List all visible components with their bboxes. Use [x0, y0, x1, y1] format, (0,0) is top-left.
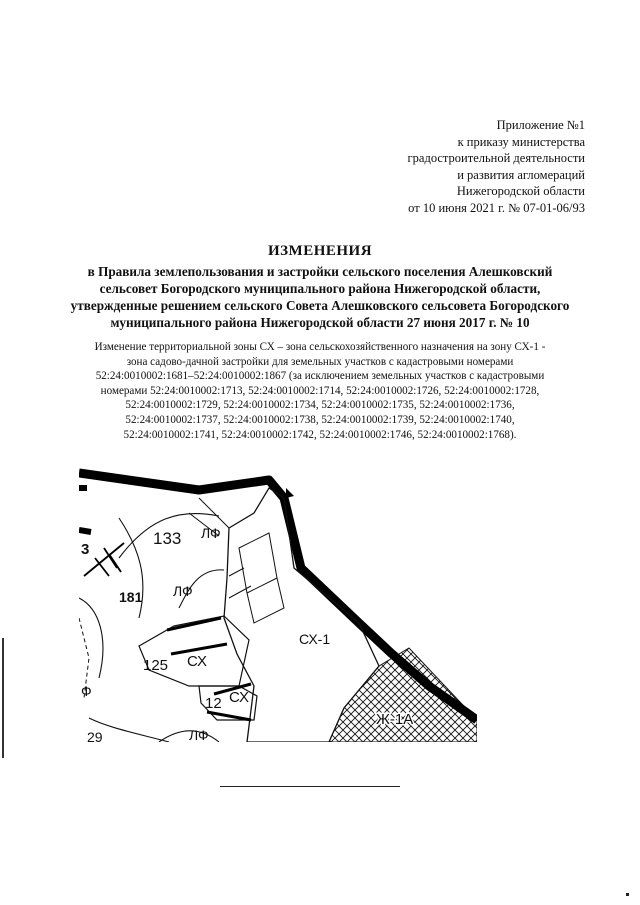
title-line: сельсовет Богородского муниципального района Нижегородской области,: [99, 281, 541, 296]
appendix-line: градостроительной деятельности: [407, 151, 585, 165]
appendix-line: к приказу министерства: [457, 134, 585, 149]
zoning-map-drawing: [79, 458, 477, 742]
zoning-map: [79, 458, 477, 742]
signature-divider: [220, 786, 400, 787]
scan-edge-mark: [2, 638, 4, 758]
appendix-line: Приложение №1: [496, 118, 585, 132]
title-line: в Правила землепользования и застройки сельского поселения Алешковский: [87, 264, 553, 279]
map-label: 125: [143, 657, 169, 674]
power-line-marks: [84, 543, 124, 576]
appendix-line: и развития агломераций: [457, 167, 585, 182]
zone-boundary-left: [79, 488, 91, 532]
document-heading: ИЗМЕНЕНИЯ: [267, 243, 373, 259]
map-label: 133: [153, 529, 182, 548]
map-label: СХ: [229, 689, 249, 706]
map-label: ЛФ: [189, 727, 209, 742]
map-label: ЛФ: [201, 525, 221, 541]
map-label: СХ-1: [299, 631, 331, 647]
scan-corner-dot: [626, 893, 629, 896]
appendix-line: Нижегородской области: [456, 184, 585, 198]
description-line: 52:24:0010002:1737, 52:24:0010002:1738, 52:24:0010002:1739, 52:24:0010002:1740,: [125, 413, 515, 426]
forest-boundary: [79, 513, 224, 742]
map-label: ЛФ: [173, 583, 193, 599]
description-line: 52:24:0010002:1681–52:24:0010002:1867 (за исключением земельных участков с кадастровыми: [95, 370, 545, 383]
description-line: Изменение территориальной зоны СХ – зона сельскохозяйственного назначения на зону СХ-1 -: [94, 341, 546, 353]
change-description: [40, 340, 600, 442]
map-label: 12: [205, 695, 222, 712]
appendix-block: [285, 117, 585, 216]
map-label: 29: [87, 729, 103, 742]
parcel-cx-left-thick: [167, 618, 227, 654]
title-line: муниципального района Нижегородской области 27 июня 2017 г. № 10: [110, 315, 530, 330]
boundary-marker: [286, 488, 294, 498]
parcel-lines: [189, 498, 284, 623]
map-label: Ф: [81, 683, 92, 699]
description-line: 52:24:0010002:1741, 52:24:0010002:1742, 52:24:0010002:1746, 52:24:0010002:1768).: [123, 428, 517, 441]
map-label: СХ: [187, 653, 207, 670]
map-label: Ж-1А: [376, 711, 414, 728]
description-line: зона садово-дачной застройки для земельных участков с кадастровыми номерами: [126, 355, 514, 368]
description-line: номерами 52:24:0010002:1713, 52:24:0010002:1714, 52:24:0010002:1726, 52:24:0010002:1728,: [100, 384, 540, 397]
description-line: 52:24:0010002:1729, 52:24:0010002:1734, 52:24:0010002:1735, 52:24:0010002:1736,: [125, 399, 515, 412]
title-line: утвержденные решением сельского Совета Алешковского сельсовета Богородского: [70, 298, 570, 313]
document-title: [30, 263, 610, 331]
map-label: 181: [119, 589, 143, 605]
appendix-line: от 10 июня 2021 г. № 07-01-06/93: [408, 200, 585, 215]
map-label: 3: [81, 541, 90, 558]
